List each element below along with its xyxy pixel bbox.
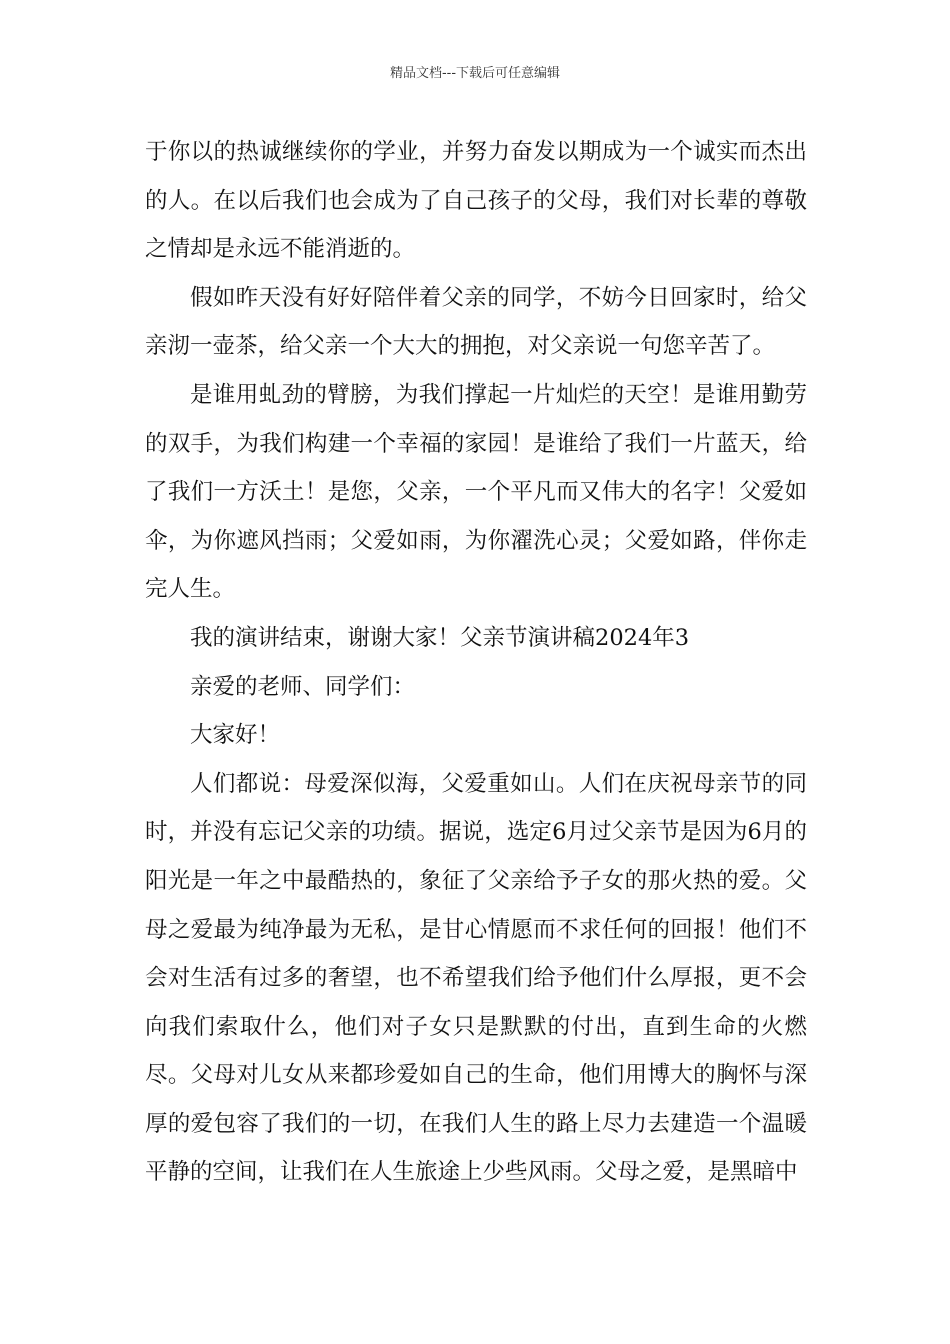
- paragraph-7: 人们都说：母爱深似海，父爱重如山。人们在庆祝母亲节的同时，并没有忘记父亲的功绩。据说，选定6月过父亲节是因为6月的阳光是一年之中最酷热的，象征了父亲给予子女的那火热的爱。父母之爱最为纯净最为无私，是甘心情愿而不求任何的回报！他们不会对生活有过多的奢望，也不希望我们给予他们什么厚报，更不会向我们索取什么，他们对子女只是默默的付出，直到生命的火燃尽。父母对儿女从来都珍爱如自己的生命，他们用博大的胸怀与深厚的爱包容了我们的一切，在我们人生的路上尽力去建造一个温暖平静的空间，让我们在人生旅途上少些风雨。父母之爱，是黑暗中: [145, 770, 807, 1186]
- paragraph-5: 亲爱的老师、同学们：: [190, 673, 416, 700]
- paragraph-1: 于你以的热诚继续你的学业，并努力奋发以期成为一个诚实而杰出的人。在以后我们也会成为了自己孩子的父母，我们对长辈的尊敬之情却是永远不能消逝的。: [145, 139, 807, 263]
- page-header: 精品文档---下载后可任意编辑: [389, 66, 561, 81]
- paragraph-4: 我的演讲结束，谢谢大家！父亲节演讲稿2024年3: [190, 624, 690, 651]
- paragraph-3: 是谁用虬劲的臂膀，为我们撑起一片灿烂的天空！是谁用勤劳的双手，为我们构建一个幸福的家园！是谁给了我们一片蓝天，给了我们一方沃土！是您，父亲，一个平凡而又伟大的名字！父爱如伞，为你遮风挡雨；父爱如雨，为你濯洗心灵；父爱如路，伴你走完人生。: [145, 381, 807, 603]
- paragraph-6: 大家好！: [190, 722, 281, 749]
- paragraph-2: 假如昨天没有好好陪伴着父亲的同学，不妨今日回家时，给父亲沏一壶茶，给父亲一个大大的拥抱，对父亲说一句您辛苦了。: [145, 284, 807, 360]
- document-body: [145, 128, 807, 1197]
